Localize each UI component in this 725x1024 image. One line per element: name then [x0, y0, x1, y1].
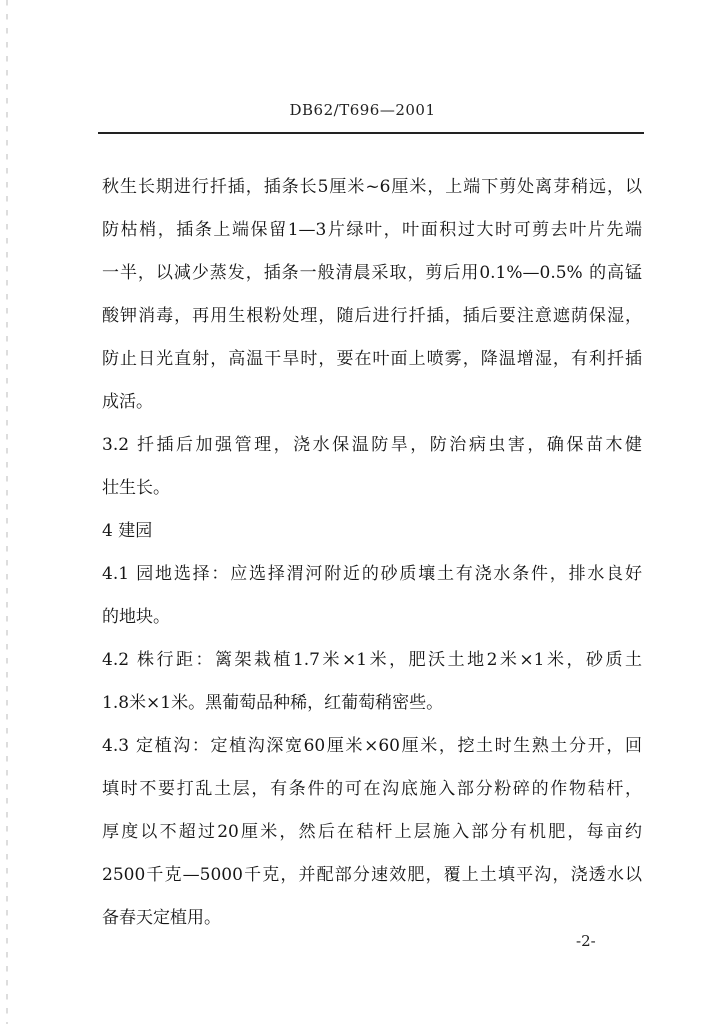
text-line: 酸钾消毒，再用生根粉处理，随后进行扦插，插后要注意遮荫保湿， [102, 306, 642, 326]
text-line: 成活。 [102, 392, 153, 412]
scan-margin-artifact [6, 0, 8, 1024]
text-line: 填时不要打乱土层，有条件的可在沟底施入部分粉碎的作物秸杆， [102, 779, 642, 799]
header-rule [98, 132, 644, 134]
text-line: 1.8米×1米。黑葡萄品种稀，红葡萄稍密些。 [102, 693, 444, 713]
text-line: 厚度以不超过20厘米，然后在秸杆上层施入部分有机肥，每亩约 [102, 822, 642, 842]
standard-code-header: DB62/T696—2001 [289, 101, 436, 119]
text-line: 4.3 定植沟：定植沟深宽60厘米×60厘米，挖土时生熟土分开，回 [102, 736, 642, 756]
text-line: 的地块。 [102, 607, 170, 627]
text-line: 4.2 株行距：篱架栽植1.7米×1米，肥沃土地2米×1米，砂质土 [102, 650, 642, 670]
text-line: 一半，以减少蒸发，插条一般清晨采取，剪后用0.1%—0.5% 的高锰 [102, 263, 642, 283]
body-text [102, 166, 642, 940]
text-line: 秋生长期进行扦插，插条长5厘米~6厘米，上端下剪处离芽稍远，以 [102, 177, 642, 197]
text-line: 4.1 园地选择：应选择渭河附近的砂质壤土有浇水条件，排水良好 [102, 564, 642, 584]
text-line: 2500千克—5000千克，并配部分速效肥，覆上土填平沟，浇透水以 [102, 865, 642, 885]
page-number: -2- [576, 932, 596, 950]
text-line: 防枯梢，插条上端保留1—3片绿叶，叶面积过大时可剪去叶片先端 [102, 220, 642, 240]
section-heading: 4 建园 [102, 521, 153, 541]
text-line: 3.2 扦插后加强管理，浇水保温防旱，防治病虫害，确保苗木健 [102, 435, 642, 455]
text-line: 壮生长。 [102, 478, 170, 498]
text-line: 备春天定植用。 [102, 908, 221, 928]
text-line: 防止日光直射，高温干旱时，要在叶面上喷雾，降温增湿，有利扦插 [102, 349, 642, 369]
